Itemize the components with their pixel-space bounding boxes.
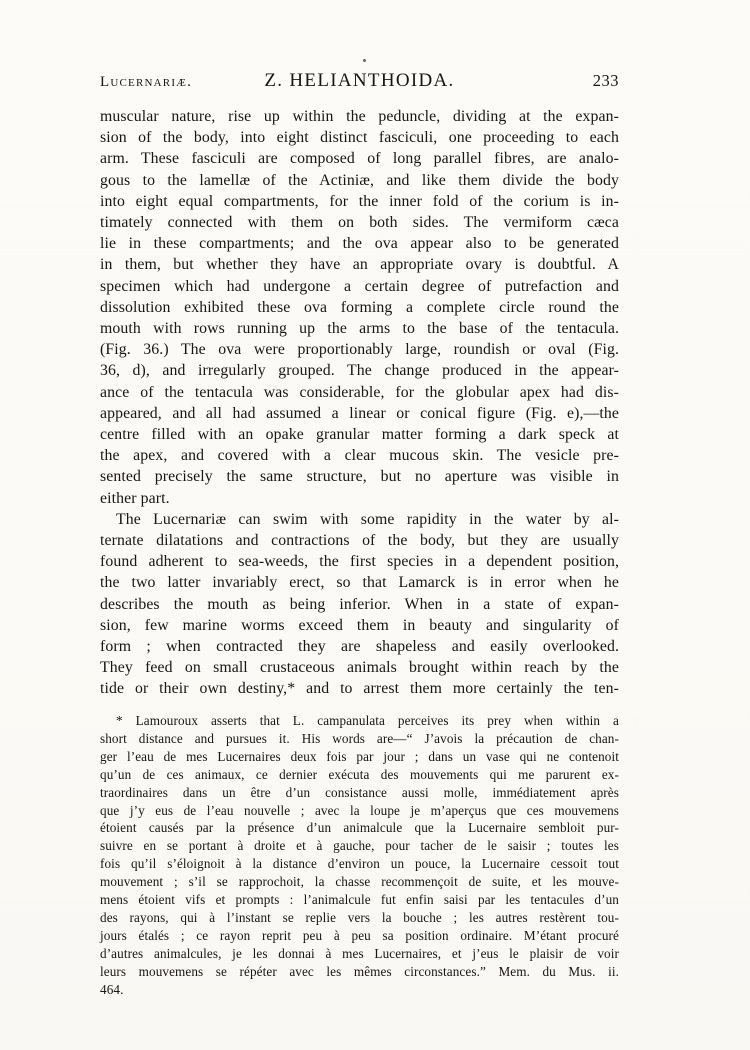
text-line: form ; when contracted they are shapeless and easily overlooked. xyxy=(100,638,619,656)
text-line: mouth with rows running up the arms to the base of the tentacula. xyxy=(100,320,619,338)
text-line: centre filled with an opake granular matter forming a dark speck at xyxy=(100,426,619,444)
text-line: in them, but whether they have an appropriate ovary is doubtful. A xyxy=(100,256,619,274)
text-line: traordinaires dans un être d’un consistance aussi molle, immédiatement après xyxy=(100,784,619,800)
footnote-block xyxy=(100,712,619,999)
body-text xyxy=(100,106,619,700)
text-line: 36, d), and irregularly grouped. The change produced in the appear- xyxy=(100,362,619,380)
paragraph xyxy=(100,106,619,509)
text-line: que j’y eus de l’eau nouvelle ; avec la loupe je m’aperçus que ces mouvemens xyxy=(100,802,619,818)
text-line: qu’un de ces animaux, ce dernier exécuta des mouvements qui me parurent ex- xyxy=(100,766,619,782)
text-line: found adherent to sea-weeds, the first species in a dependent position, xyxy=(100,553,619,571)
text-line: d’autres animalcules, je les donnai à mes Lucernaires, et j’eus le plaisir de voir xyxy=(100,945,619,961)
ink-speck xyxy=(363,59,366,62)
text-line: the two latter invariably erect, so that Lamarck is in error when he xyxy=(100,574,619,592)
text-line: appeared, and all had assumed a linear or conical figure (Fig. e),—the xyxy=(100,404,619,422)
text-line: either part. xyxy=(100,489,170,507)
text-line: ger l’eau de mes Lucernaires deux fois par jour ; dans un vase qui ne contenoit xyxy=(100,748,619,764)
text-line: arm. These fasciculi are composed of long parallel fibres, are analo- xyxy=(100,150,619,168)
running-head-left: Lucernariæ. xyxy=(100,74,193,90)
text-line: lie in these compartments; and the ova appear also to be generated xyxy=(100,235,619,253)
page-number: 233 xyxy=(592,71,619,90)
text-line: The Lucernariæ can swim with some rapidity in the water by al- xyxy=(116,510,619,528)
text-line: des rayons, qui à l’instant se replie vers la bouche ; les autres restèrent tou- xyxy=(100,909,619,925)
text-line: sion of the body, into eight distinct fasciculi, one proceeding to each xyxy=(100,129,619,147)
text-line: into eight equal compartments, for the inner fold of the corium is in- xyxy=(100,192,619,210)
running-head xyxy=(100,70,619,92)
text-line: They feed on small crustaceous animals brought within reach by the xyxy=(100,659,619,677)
text-line: sion, few marine worms exceed them in beauty and singularity of xyxy=(100,616,619,634)
text-line: the apex, and covered with a clear mucous skin. The vesicle pre- xyxy=(100,447,619,465)
text-line: ternate dilatations and contractions of the body, but they are usually xyxy=(100,532,619,550)
text-line: muscular nature, rise up within the peduncle, dividing at the expan- xyxy=(100,108,619,125)
text-line: short distance and pursues it. His words are—“ J’avois la précaution de chan- xyxy=(100,730,619,746)
text-line: ance of the tentacula was considerable, for the globular apex had dis- xyxy=(100,383,619,401)
text-line: jours étalés ; ce rayon reprit peu à peu sa position ordinaire. M’étant procuré xyxy=(100,927,619,943)
paragraph xyxy=(100,509,619,700)
text-line: suivre en se portant à droite et à gauche, pour tacher de le saisir ; toutes les xyxy=(100,838,619,854)
paragraph xyxy=(100,712,619,999)
text-line: (Fig. 36.) The ova were proportionably large, roundish or oval (Fig. xyxy=(100,341,619,359)
running-head-title: Z. HELIANTHOIDA. xyxy=(264,70,455,91)
text-line: mouvement ; s’il se rapprochoit, la chasse recommençoit de suite, et les mouve- xyxy=(100,874,619,890)
text-line: leurs mouvemens se répéter avec les mêmes circonstances.” Mem. du Mus. ii. xyxy=(100,963,619,979)
text-line: * Lamouroux asserts that L. campanulata perceives its prey when within a xyxy=(116,713,619,728)
text-line: fois qu’il s’éloignoit à la distance d’environ un pouce, la Lucernaire cessoit tout xyxy=(100,856,619,872)
text-line: gous to the lamellæ of the Actiniæ, and like them divide the body xyxy=(100,171,619,189)
text-line: étoient causés par la présence d’un animalcule que la Lucernaire sembloit pur- xyxy=(100,820,619,836)
text-line: timately connected with them on both sides. The vermiform cæca xyxy=(100,214,619,232)
text-line: dissolution exhibited these ova forming a complete circle round the xyxy=(100,298,619,316)
text-line: specimen which had undergone a certain degree of putrefaction and xyxy=(100,277,619,295)
text-line: sented precisely the same structure, but no aperture was visible in xyxy=(100,468,619,486)
text-line: tide or their own destiny,* and to arrest them more certainly the ten- xyxy=(100,680,619,698)
text-line: 464. xyxy=(100,981,124,997)
text-line: describes the mouth as being inferior. When in a state of expan- xyxy=(100,595,619,613)
text-line: mens étoient vifs et prompts : l’animalcule fut enfin saisi par les tentacules d’un xyxy=(100,892,619,908)
